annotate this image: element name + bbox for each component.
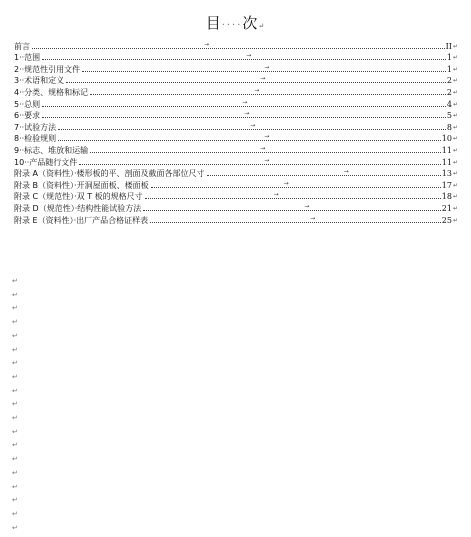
- toc-entry[interactable]: [14, 155, 458, 167]
- toc-entry[interactable]: [14, 132, 458, 144]
- toc-leader-dots: [90, 144, 441, 153]
- paragraph-mark-icon: ↵: [452, 65, 458, 73]
- toc-entry-page-number: 13: [441, 169, 452, 179]
- tab-arrow-icon: →: [310, 214, 316, 222]
- tab-arrow-icon: →: [244, 110, 250, 118]
- toc-entry-label: 附录 A（资料性）·楼形板的平、剖面及截面各部位尺寸: [14, 169, 205, 179]
- toc-entry[interactable]: [14, 213, 458, 225]
- toc-entry[interactable]: [14, 190, 458, 202]
- empty-paragraph-mark-icon: ↵: [12, 345, 18, 354]
- toc-entry[interactable]: [14, 39, 458, 51]
- toc-entry-page-number: 25: [441, 215, 452, 225]
- paragraph-mark-icon: ↵: [452, 193, 458, 201]
- paragraph-mark-icon: ↵: [452, 204, 458, 212]
- toc-entry-label: 7··试验方法: [14, 122, 57, 132]
- paragraph-mark-icon: ↵: [452, 170, 458, 178]
- toc-entry-page-number: II: [445, 41, 452, 51]
- toc-entry[interactable]: [14, 62, 458, 74]
- toc-entry-label: 附录 C（规范性）·双 T 板的规格尺寸: [14, 192, 143, 202]
- empty-paragraph-mark-icon: ↵: [12, 509, 18, 518]
- toc-entry-label: 附录 B（资料性）·开洞屋面板、楼面板: [14, 180, 149, 190]
- toc-entry-label: 9··标志、堆放和运输: [14, 145, 89, 155]
- toc-leader-dots: [58, 121, 446, 130]
- empty-paragraph-mark-icon: ↵: [12, 290, 18, 299]
- toc-entry[interactable]: [14, 201, 458, 213]
- paragraph-mark-icon: ↵: [452, 77, 458, 85]
- toc-entry[interactable]: [14, 109, 458, 121]
- empty-paragraph-mark-icon: ↵: [12, 372, 18, 381]
- toc-leader-dots: [207, 168, 441, 176]
- toc-leader-dots: [32, 40, 445, 49]
- empty-paragraph-mark-icon: ↵: [12, 318, 18, 327]
- toc-leader-dots: [42, 98, 446, 107]
- toc-leader-dots: [151, 179, 441, 188]
- paragraph-mark-icon: ↵: [452, 112, 458, 120]
- toc-entry-label: 附录 D（规范性）·结构性能试验方法: [14, 203, 142, 213]
- toc-entry-page-number: 5: [446, 111, 452, 121]
- empty-paragraph-mark-icon: ↵: [12, 455, 18, 464]
- toc-leader-dots: [150, 214, 441, 223]
- table-of-contents: [14, 39, 458, 225]
- toc-entry[interactable]: [14, 178, 458, 190]
- paragraph-mark-icon: ↵: [452, 42, 458, 50]
- toc-entry-label: 4··分类、规格和标记: [14, 87, 89, 97]
- toc-entry-label: 5··总则: [14, 99, 41, 109]
- empty-paragraph-mark-icon: ↵: [12, 277, 18, 285]
- paragraph-mark-icon: ↵: [452, 54, 458, 62]
- toc-entry-page-number: 1: [446, 64, 452, 74]
- toc-leader-dots: [66, 75, 446, 83]
- toc-entry[interactable]: [14, 74, 458, 86]
- toc-entry[interactable]: [14, 143, 458, 155]
- toc-entry-label: 8··检验规则: [14, 134, 57, 144]
- paragraph-mark-icon: ↵: [452, 158, 458, 166]
- toc-entry[interactable]: [14, 51, 458, 63]
- page-title: [0, 12, 471, 33]
- tab-arrow-icon: →: [204, 40, 210, 48]
- toc-entry-page-number: 1: [446, 53, 452, 63]
- tab-arrow-icon: →: [250, 121, 256, 129]
- tab-arrow-icon: →: [283, 179, 289, 187]
- toc-entry-label: 6··要求: [14, 111, 41, 121]
- paragraph-mark-icon: ↵: [452, 135, 458, 143]
- toc-entry-label: 1··范围: [14, 53, 41, 63]
- paragraph-mark-icon: ↵: [452, 216, 458, 224]
- empty-paragraph-mark-icon: ↵: [12, 468, 18, 477]
- empty-paragraph-mark-icon: ↵: [12, 359, 18, 368]
- toc-leader-dots: [145, 191, 441, 199]
- paragraph-mark-icon: ↵: [452, 181, 458, 189]
- toc-entry-label: 2··规范性引用文件: [14, 64, 81, 74]
- toc-leader-dots: [90, 86, 446, 95]
- empty-paragraph-mark-icon: ↵: [12, 482, 18, 491]
- tab-arrow-icon: →: [304, 202, 310, 210]
- tab-arrow-icon: →: [260, 75, 266, 83]
- empty-paragraph-mark-icon: ↵: [12, 414, 18, 422]
- paragraph-mark-icon: ↵: [452, 88, 458, 96]
- empty-paragraph-mark-icon: ↵: [12, 427, 18, 436]
- toc-entry-page-number: 17: [441, 180, 452, 190]
- empty-paragraph-mark-icon: ↵: [12, 331, 18, 340]
- paragraph-mark-icon: ↵: [452, 123, 458, 131]
- empty-paragraph-mark-icon: ↵: [12, 496, 18, 505]
- toc-entry-page-number: 11: [441, 145, 452, 155]
- toc-entry-page-number: 21: [441, 203, 452, 213]
- tab-arrow-icon: →: [246, 52, 252, 60]
- tab-arrow-icon: →: [254, 86, 260, 94]
- toc-entry-page-number: 4: [446, 99, 452, 109]
- tab-arrow-icon: →: [264, 133, 270, 141]
- toc-leader-dots: [82, 63, 446, 72]
- toc-entry-page-number: 2: [446, 76, 452, 86]
- toc-entry-page-number: 2: [446, 87, 452, 97]
- title-dots: ····: [221, 20, 243, 31]
- paragraph-mark-icon: ↵: [452, 100, 458, 108]
- toc-entry-page-number: 10: [441, 134, 452, 144]
- toc-entry[interactable]: [14, 167, 458, 179]
- empty-paragraph-mark-icon: ↵: [12, 386, 18, 395]
- toc-entry-page-number: 11: [441, 157, 452, 167]
- paragraph-mark-icon: ↵: [452, 146, 458, 154]
- tab-arrow-icon: →: [242, 98, 248, 106]
- title-text-right: 次: [242, 14, 259, 32]
- toc-entry-page-number: 18: [441, 192, 452, 202]
- toc-entry-label: 附录 E（资料性）·出厂产品合格证样表: [14, 215, 149, 225]
- toc-leader-dots: [42, 52, 446, 60]
- tab-arrow-icon: →: [260, 144, 266, 152]
- toc-leader-dots: [79, 156, 441, 165]
- toc-entry-label: 3··术语和定义: [14, 76, 65, 86]
- paragraph-mark-icon: ↵: [258, 22, 266, 30]
- empty-paragraph-mark-icon: ↵: [12, 523, 18, 532]
- empty-paragraph-mark-icon: ↵: [12, 400, 18, 409]
- title-text-left: 目: [205, 14, 222, 32]
- tab-arrow-icon: →: [264, 63, 270, 71]
- toc-leader-dots: [58, 133, 441, 141]
- toc-leader-dots: [42, 110, 446, 118]
- toc-leader-dots: [143, 202, 441, 211]
- toc-entry[interactable]: [14, 97, 458, 109]
- empty-paragraph-mark-icon: ↵: [12, 304, 18, 313]
- tab-arrow-icon: →: [343, 168, 349, 176]
- toc-entry[interactable]: [14, 85, 458, 97]
- toc-entry-page-number: 8: [446, 122, 452, 132]
- tab-arrow-icon: →: [273, 191, 279, 199]
- tab-arrow-icon: →: [264, 156, 270, 164]
- toc-entry-label: 10··产品随行文件: [14, 157, 78, 167]
- empty-paragraph-mark-icon: ↵: [12, 441, 18, 450]
- toc-entry[interactable]: [14, 120, 458, 132]
- toc-entry-label: 前言: [14, 41, 30, 51]
